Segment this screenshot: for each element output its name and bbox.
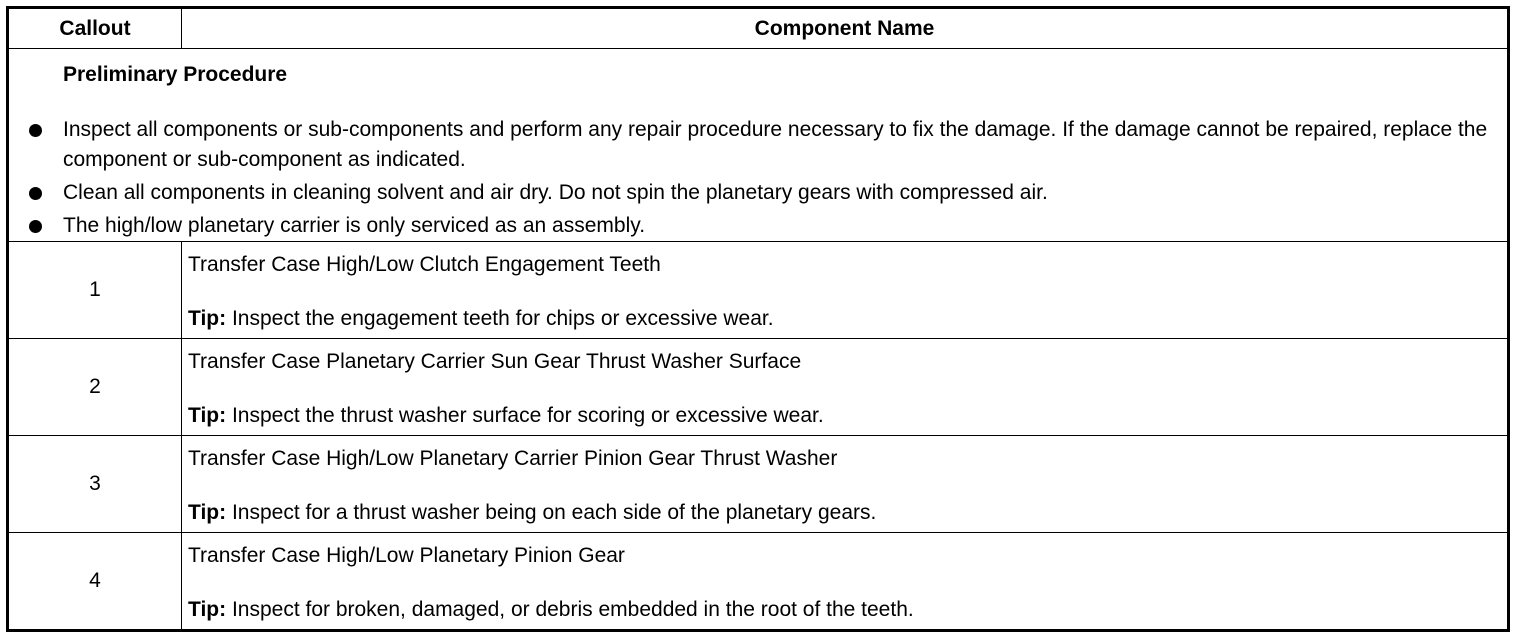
table-row bbox=[8, 339, 1509, 436]
preliminary-bullet bbox=[9, 211, 1499, 241]
bullet-icon bbox=[29, 124, 42, 137]
tip-label: Tip: bbox=[188, 404, 227, 427]
component-cell bbox=[182, 436, 1509, 533]
preliminary-bullet bbox=[9, 115, 1499, 175]
bullet-icon bbox=[29, 187, 42, 200]
component-name: Transfer Case High/Low Planetary Pinion Gear bbox=[188, 544, 625, 567]
tip-body: Inspect the thrust washer surface for scoring or excessive wear. bbox=[226, 404, 824, 427]
component-name: Transfer Case High/Low Planetary Carrier Pinion Gear Thrust Washer bbox=[188, 447, 838, 470]
bullet-text: The high/low planetary carrier is only serviced as an assembly. bbox=[63, 214, 646, 237]
procedure-table bbox=[6, 6, 1510, 632]
tip-text bbox=[188, 306, 1507, 332]
callout-number: 4 bbox=[8, 533, 182, 631]
component-cell bbox=[182, 533, 1509, 631]
tip-label: Tip: bbox=[188, 307, 227, 330]
component-name-header: Component Name bbox=[182, 8, 1509, 49]
table-row bbox=[8, 533, 1509, 631]
callout-number: 2 bbox=[8, 339, 182, 436]
tip-body: Inspect the engagement teeth for chips or excessive wear. bbox=[226, 307, 774, 330]
tip-label: Tip: bbox=[188, 501, 227, 524]
tip-text bbox=[188, 500, 1507, 526]
callout-header: Callout bbox=[8, 8, 182, 49]
callout-number: 3 bbox=[8, 436, 182, 533]
tip-label: Tip: bbox=[188, 598, 227, 621]
tip-text bbox=[188, 403, 1507, 429]
table-row bbox=[8, 242, 1509, 339]
component-name: Transfer Case Planetary Carrier Sun Gear Thrust Washer Surface bbox=[188, 350, 802, 373]
preliminary-bullet bbox=[9, 178, 1499, 208]
preliminary-procedure-cell bbox=[8, 49, 1509, 242]
tip-body: Inspect for broken, damaged, or debris embedded in the root of the teeth. bbox=[226, 598, 914, 621]
header-row bbox=[8, 8, 1509, 49]
component-cell bbox=[182, 339, 1509, 436]
bullet-text: Clean all components in cleaning solvent and air dry. Do not spin the planetary gears with compressed air. bbox=[63, 181, 1048, 204]
preliminary-bullet-list bbox=[9, 115, 1499, 244]
tip-text bbox=[188, 597, 1507, 623]
bullet-icon bbox=[29, 220, 42, 233]
tip-body: Inspect for a thrust washer being on each side of the planetary gears. bbox=[226, 501, 877, 524]
table-row bbox=[8, 436, 1509, 533]
callout-number: 1 bbox=[8, 242, 182, 339]
preliminary-procedure-title: Preliminary Procedure bbox=[63, 63, 288, 86]
bullet-text: Inspect all components or sub-components and perform any repair procedure necessary to fix the damage. If the damage cannot be repaired, replace the component or sub-component as indicated. bbox=[63, 118, 1488, 171]
preliminary-row bbox=[8, 49, 1509, 242]
component-cell bbox=[182, 242, 1509, 339]
component-name: Transfer Case High/Low Clutch Engagement Teeth bbox=[188, 253, 661, 276]
